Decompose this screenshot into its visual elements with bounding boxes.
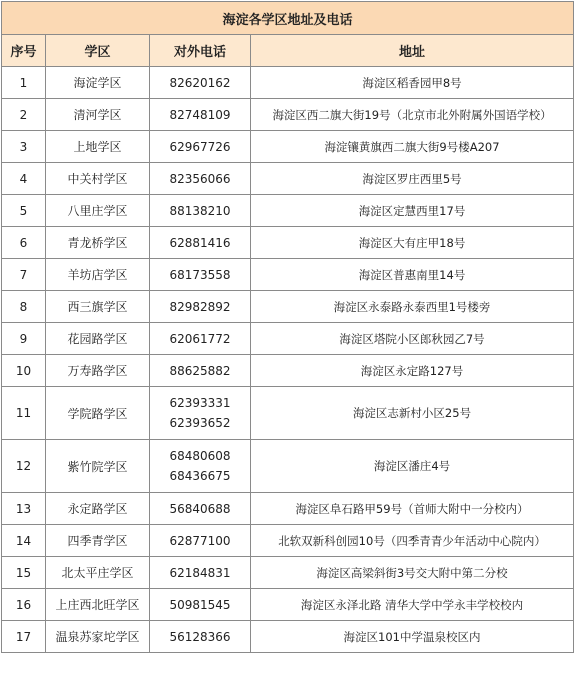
phone-number: 88625882 <box>169 363 231 378</box>
table-row <box>2 493 574 525</box>
cell-phone <box>150 99 251 131</box>
cell-district: 上地学区 <box>46 131 150 163</box>
table-container <box>1 1 574 653</box>
phone-number: 50981545 <box>169 597 231 612</box>
table-body <box>2 67 574 653</box>
cell-index: 15 <box>2 557 46 589</box>
cell-address: 海淀区阜石路甲59号（首师大附中一分校内） <box>251 493 574 525</box>
table-row <box>2 163 574 195</box>
cell-phone <box>150 589 251 621</box>
cell-address: 海淀区永泽北路 清华大学中学永丰学校校内 <box>251 589 574 621</box>
cell-district: 北太平庄学区 <box>46 557 150 589</box>
header-index: 序号 <box>2 35 46 67</box>
cell-address: 海淀区定慧西里17号 <box>251 195 574 227</box>
cell-district: 羊坊店学区 <box>46 259 150 291</box>
cell-index: 13 <box>2 493 46 525</box>
cell-index: 9 <box>2 323 46 355</box>
cell-address: 海淀区永泰路永泰西里1号楼旁 <box>251 291 574 323</box>
table-row <box>2 323 574 355</box>
phone-number: 56128366 <box>169 629 231 644</box>
table-row <box>2 227 574 259</box>
table-row <box>2 259 574 291</box>
table-row <box>2 99 574 131</box>
cell-district: 万寿路学区 <box>46 355 150 387</box>
table-row <box>2 291 574 323</box>
cell-index: 16 <box>2 589 46 621</box>
phone-number: 82748109 <box>169 107 231 122</box>
phone-number: 82982892 <box>169 299 231 314</box>
cell-index: 3 <box>2 131 46 163</box>
phone-number: 62184831 <box>169 565 231 580</box>
cell-index: 2 <box>2 99 46 131</box>
phone-number: 68173558 <box>169 267 231 282</box>
table-row <box>2 440 574 493</box>
cell-address: 海淀区普惠南里14号 <box>251 259 574 291</box>
table-row <box>2 195 574 227</box>
cell-district: 温泉苏家坨学区 <box>46 621 150 653</box>
cell-phone <box>150 195 251 227</box>
cell-phone <box>150 557 251 589</box>
cell-address: 海淀区塔院小区郎秋园乙7号 <box>251 323 574 355</box>
cell-index: 11 <box>2 387 46 440</box>
header-address: 地址 <box>251 35 574 67</box>
cell-phone <box>150 259 251 291</box>
cell-address: 海淀区罗庄西里5号 <box>251 163 574 195</box>
cell-index: 1 <box>2 67 46 99</box>
cell-address: 海淀镶黄旗西二旗大街9号楼A207 <box>251 131 574 163</box>
table-row <box>2 621 574 653</box>
phone-number: 56840688 <box>169 501 231 516</box>
cell-district: 四季青学区 <box>46 525 150 557</box>
cell-index: 5 <box>2 195 46 227</box>
cell-phone <box>150 525 251 557</box>
cell-index: 14 <box>2 525 46 557</box>
header-district: 学区 <box>46 35 150 67</box>
cell-phone <box>150 621 251 653</box>
cell-district: 青龙桥学区 <box>46 227 150 259</box>
cell-phone <box>150 387 251 440</box>
cell-index: 10 <box>2 355 46 387</box>
cell-phone <box>150 291 251 323</box>
cell-phone <box>150 67 251 99</box>
phone-number: 82620162 <box>169 75 231 90</box>
cell-index: 12 <box>2 440 46 493</box>
cell-index: 8 <box>2 291 46 323</box>
phone-number: 68436675 <box>169 469 231 483</box>
phone-number: 82356066 <box>169 171 231 186</box>
table-row <box>2 387 574 440</box>
table-title: 海淀各学区地址及电话 <box>2 2 574 35</box>
cell-index: 4 <box>2 163 46 195</box>
cell-district: 中关村学区 <box>46 163 150 195</box>
cell-district: 西三旗学区 <box>46 291 150 323</box>
phone-number: 62967726 <box>169 139 231 154</box>
school-district-table <box>1 1 574 653</box>
cell-district: 清河学区 <box>46 99 150 131</box>
cell-district: 紫竹院学区 <box>46 440 150 493</box>
table-row <box>2 557 574 589</box>
cell-phone <box>150 227 251 259</box>
cell-address: 海淀区101中学温泉校区内 <box>251 621 574 653</box>
table-row <box>2 589 574 621</box>
cell-district: 学院路学区 <box>46 387 150 440</box>
cell-phone <box>150 355 251 387</box>
cell-address: 海淀区潘庄4号 <box>251 440 574 493</box>
cell-district: 八里庄学区 <box>46 195 150 227</box>
cell-address: 海淀区高梁斜街3号交大附中第二分校 <box>251 557 574 589</box>
cell-index: 6 <box>2 227 46 259</box>
table-row <box>2 67 574 99</box>
phone-number: 62393652 <box>169 416 231 430</box>
table-row <box>2 525 574 557</box>
cell-address: 海淀区永定路127号 <box>251 355 574 387</box>
table-row <box>2 131 574 163</box>
cell-address: 海淀区西二旗大街19号（北京市北外附属外国语学校） <box>251 99 574 131</box>
cell-district: 花园路学区 <box>46 323 150 355</box>
header-phone: 对外电话 <box>150 35 251 67</box>
cell-index: 17 <box>2 621 46 653</box>
cell-address: 海淀区志新村小区25号 <box>251 387 574 440</box>
phone-number: 62877100 <box>169 533 231 548</box>
cell-phone <box>150 323 251 355</box>
cell-phone <box>150 163 251 195</box>
cell-index: 7 <box>2 259 46 291</box>
table-title-row <box>2 2 574 35</box>
table-header-row <box>2 35 574 67</box>
cell-address: 海淀区大有庄甲18号 <box>251 227 574 259</box>
cell-phone <box>150 440 251 493</box>
cell-phone <box>150 131 251 163</box>
phone-number: 62393331 <box>169 396 231 410</box>
table-row <box>2 355 574 387</box>
phone-number: 68480608 <box>169 449 231 463</box>
cell-district: 上庄西北旺学区 <box>46 589 150 621</box>
phone-number: 62061772 <box>169 331 231 346</box>
phone-number: 62881416 <box>169 235 231 250</box>
cell-phone <box>150 493 251 525</box>
cell-district: 海淀学区 <box>46 67 150 99</box>
cell-district: 永定路学区 <box>46 493 150 525</box>
cell-address: 海淀区稻香园甲8号 <box>251 67 574 99</box>
cell-address: 北软双新科创园10号（四季青青少年活动中心院内） <box>251 525 574 557</box>
phone-number: 88138210 <box>169 203 231 218</box>
